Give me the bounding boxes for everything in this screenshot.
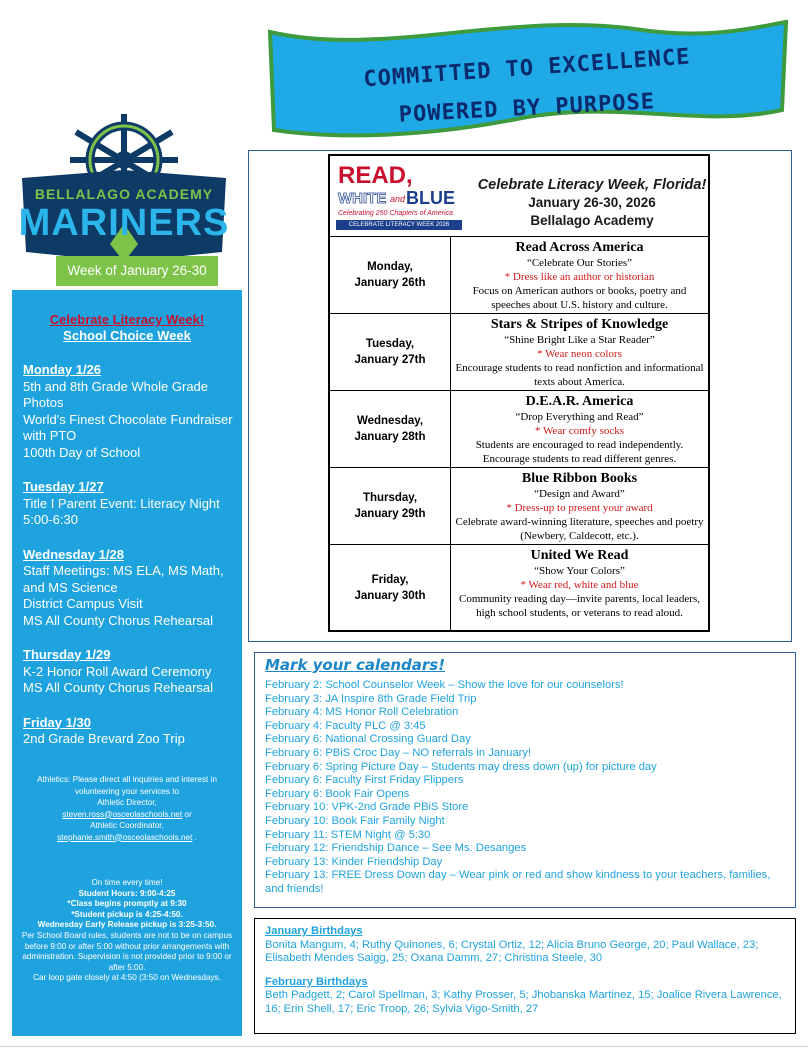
theme-title: D.E.A.R. America	[525, 394, 634, 409]
calendar-item: February 6: Spring Picture Day – Students may dress down (up) for picture day	[265, 760, 657, 773]
or-text: or	[184, 809, 192, 819]
theme-quote: “Show Your Colors”	[534, 565, 625, 577]
logo-and-text: and	[390, 194, 406, 204]
day-event: MS All County Chorus Rehearsal	[23, 680, 214, 695]
logo-blue-text: BLUE	[406, 188, 455, 208]
january-birthdays-heading: January Birthdays	[265, 925, 363, 937]
theme-description: Community reading day—invite parents, local leaders, high school students, or veterans to read aloud.	[458, 593, 701, 619]
header-banner	[262, 18, 792, 146]
calendar-box	[254, 652, 796, 908]
logo-white-text: WHITE	[338, 190, 387, 207]
literacy-date: January 28th	[354, 431, 426, 443]
theme-dress: * Wear comfy socks	[534, 425, 625, 437]
athletic-director-label: Athletic Director,	[97, 798, 157, 807]
literacy-row	[330, 391, 708, 468]
calendar-item: February 11: STEM Night @ 5:30	[265, 828, 431, 841]
day-event: District Campus Visit	[23, 596, 143, 611]
theme-dress: * Dress-up to present your award	[506, 502, 653, 514]
literacy-week-table	[328, 154, 710, 632]
literacy-date: January 30th	[354, 590, 426, 602]
calendar-item: February 2: School Counselor Week – Show the love for our counselors!	[265, 679, 624, 691]
theme-dress: * Wear neon colors	[537, 348, 622, 360]
literacy-day-cell	[330, 391, 451, 467]
day-heading: Monday 1/26	[23, 362, 102, 377]
literacy-day: Tuesday,	[365, 338, 415, 350]
day-wednesday	[23, 547, 242, 630]
calendar-item: February 6: Faculty First Friday Flippers	[265, 774, 464, 787]
student-pickup: *Student pickup is 4:25-4:50.	[71, 909, 183, 919]
theme-dress: * Wear red, white and blue	[520, 579, 639, 591]
literacy-week-title: Celebrate Literacy Week!	[49, 312, 205, 327]
theme-dress: * Dress like an author or historian	[504, 271, 655, 283]
calendar-item: February 3: JA Inspire 8th Grade Field Trip	[265, 692, 477, 705]
read-white-blue-logo	[334, 162, 464, 232]
literacy-header-dates: January 26-30, 2026	[528, 195, 656, 210]
february-birthdays-heading: February Birthdays	[265, 975, 368, 988]
day-event: 100th Day of School	[23, 444, 141, 460]
literacy-day-cell	[330, 468, 451, 544]
literacy-row	[330, 545, 708, 631]
literacy-day-cell	[330, 314, 451, 390]
day-event: 5th and 8th Grade Whole Grade Photos	[23, 378, 209, 410]
calendar-list	[265, 679, 789, 897]
day-event: Staff Meetings: MS ELA, MS Math, and MS Science	[23, 563, 224, 595]
calendar-item: February 12: Friendship Dance – See Ms. Desanges	[265, 842, 527, 855]
calendar-item: February 4: MS Honor Roll Celebration	[265, 706, 459, 719]
day-heading: Thursday 1/29	[23, 647, 111, 662]
literacy-theme-cell	[451, 468, 708, 544]
theme-description: Encourage students to read nonfiction and informational texts about America.	[455, 362, 704, 388]
literacy-row	[330, 468, 708, 545]
student-hours: Student Hours: 9:00-4:25	[78, 888, 176, 898]
day-event: World's Finest Chocolate Fundraiser with PTO	[23, 411, 233, 443]
logo-academy-name: BELLALAGO ACADEMY	[34, 186, 214, 202]
literacy-day: Thursday,	[362, 492, 418, 504]
literacy-row	[330, 314, 708, 391]
school-choice-title: School Choice Week	[63, 328, 191, 343]
theme-quote: “Drop Everything and Read”	[515, 411, 644, 423]
literacy-header-school: Bellalago Academy	[530, 213, 654, 228]
wednesday-pickup: Wednesday Early Release pickup is 3:25-3:50.	[37, 920, 217, 930]
theme-description: Celebrate award-winning literature, speeches and poetry (Newbery, Caldecott, etc.).	[455, 516, 704, 542]
literacy-date: January 29th	[354, 508, 426, 520]
sidebar	[12, 290, 242, 1036]
literacy-day: Wednesday,	[356, 415, 424, 427]
day-tuesday	[23, 479, 242, 529]
literacy-date: January 27th	[354, 354, 426, 366]
day-event: Title I Parent Event: Literacy Night 5:00-6:30	[23, 495, 220, 527]
calendar-item: February 10: Book Fair Family Night	[265, 814, 445, 827]
theme-quote: “Shine Bright Like a Star Reader”	[504, 334, 655, 346]
calendar-item: February 4: Faculty PLC @ 3:45	[265, 719, 426, 732]
theme-quote: “Design and Award”	[534, 488, 625, 500]
hours-motto: On time every time!	[91, 878, 163, 887]
calendar-item: February 6: National Crossing Guard Day	[265, 733, 471, 746]
january-birthdays-list: Bonita Mangum, 4; Ruthy Quinones, 6; Crystal Ortiz, 12; Alicia Bruno George, 20; Paul Wallace, 23; Elisabeth Mendes Saigg, 25; Oxana Damm, 27; Christina Steele, 30	[265, 938, 759, 965]
day-thursday	[23, 647, 242, 697]
car-loop: Car loop gate closely at 4:50 (3:50 on Wednesdays.	[33, 973, 221, 983]
athletic-coordinator-label: Athletic Coordinator,	[90, 821, 164, 830]
theme-description: Students are encouraged to read independently. Encourage students to read different genres.	[475, 439, 684, 465]
day-heading: Tuesday 1/27	[23, 479, 104, 494]
literacy-header-text	[476, 176, 708, 230]
literacy-date: January 26th	[354, 277, 426, 289]
literacy-day: Monday,	[367, 261, 413, 273]
literacy-day-cell	[330, 545, 451, 631]
literacy-theme-cell	[451, 237, 708, 313]
day-event: MS All County Chorus Rehearsal	[23, 612, 214, 628]
day-friday	[23, 715, 242, 748]
week-label: Week of January 26-30	[56, 256, 218, 286]
period-text: .	[194, 832, 197, 842]
calendar-item: February 13: FREE Dress Down day – Wear pink or red and show kindness to your teachers, families, and friends!	[265, 869, 771, 895]
athletics-intro: Athletics: Please direct all inquiries and interest in volunteering your services to	[37, 775, 217, 796]
february-birthdays-list: Beth Padgett, 2; Carol Spellman, 3; Kathy Prosser, 5; Jhobanska Martinez, 15; Joalice Rivera Lawrence, 16; Erin Shell, 17; Eric Troop, 26; Sylvia Vigo-Smith, 27	[265, 989, 782, 1015]
day-monday	[23, 362, 242, 461]
calendar-item: February 13: Kinder Friendship Day	[265, 855, 443, 868]
literacy-header	[330, 156, 708, 237]
birthdays-box	[254, 918, 796, 1034]
logo-mariners: MARINERS	[18, 202, 230, 244]
logo-read-text: READ,	[338, 162, 413, 189]
literacy-day: Friday,	[371, 574, 409, 586]
day-heading: Wednesday 1/28	[23, 546, 124, 562]
calendar-item: February 6: PBiS Croc Day – NO referrals in January!	[265, 746, 532, 759]
logo-tagline: Celebrating 250 Chapters of America	[338, 210, 453, 217]
athletics-info	[20, 774, 234, 843]
theme-title: Stars & Stripes of Knowledge	[490, 317, 669, 332]
theme-description: Focus on American authors or books, poetry and speeches about U.S. history and culture.	[472, 285, 687, 311]
theme-title: Read Across America	[515, 240, 644, 255]
board-rules: Per School Board rules, students are not to be on campus before 9:00 or after 5:00 without prior arrangements with administration. Supervision is not provided prior to 9:00 or after 5:00.	[21, 930, 233, 972]
athletic-director-email-link[interactable]: steven.ross@osceolaschools.net	[62, 809, 183, 819]
calendar-title: Mark your calendars!	[265, 656, 446, 674]
sidebar-title	[12, 312, 242, 344]
logo-literacy-week-bar: CELEBRATE LITERACY WEEK 2026	[336, 220, 462, 230]
banner-line-1: COMMITTED TO EXCELLENCE	[362, 44, 692, 93]
banner-line-2: POWERED BY PURPOSE	[398, 89, 656, 128]
literacy-theme-cell	[451, 545, 708, 631]
theme-quote: “Celebrate Our Stories”	[526, 257, 633, 269]
calendar-item: February 10: VPK-2nd Grade PBiS Store	[265, 801, 469, 814]
page-bottom-divider	[0, 1046, 808, 1047]
literacy-theme-cell	[451, 314, 708, 390]
literacy-day-cell	[330, 237, 451, 313]
athletic-coordinator-email-link[interactable]: stephanie.smith@osceolaschools.net	[57, 832, 193, 842]
literacy-theme-cell	[451, 391, 708, 467]
literacy-header-title: Celebrate Literacy Week, Florida!	[477, 177, 707, 193]
theme-title: Blue Ribbon Books	[521, 471, 638, 486]
school-hours	[18, 878, 236, 984]
day-event: 2nd Grade Brevard Zoo Trip	[23, 731, 185, 746]
calendar-item: February 6: Book Fair Opens	[265, 787, 410, 800]
theme-title: United We Read	[530, 548, 629, 563]
day-heading: Friday 1/30	[23, 714, 91, 730]
class-begins: *Class begins promptly at 9:30	[67, 899, 187, 909]
day-event: K-2 Honor Roll Award Ceremony	[23, 663, 212, 679]
literacy-row	[330, 237, 708, 314]
